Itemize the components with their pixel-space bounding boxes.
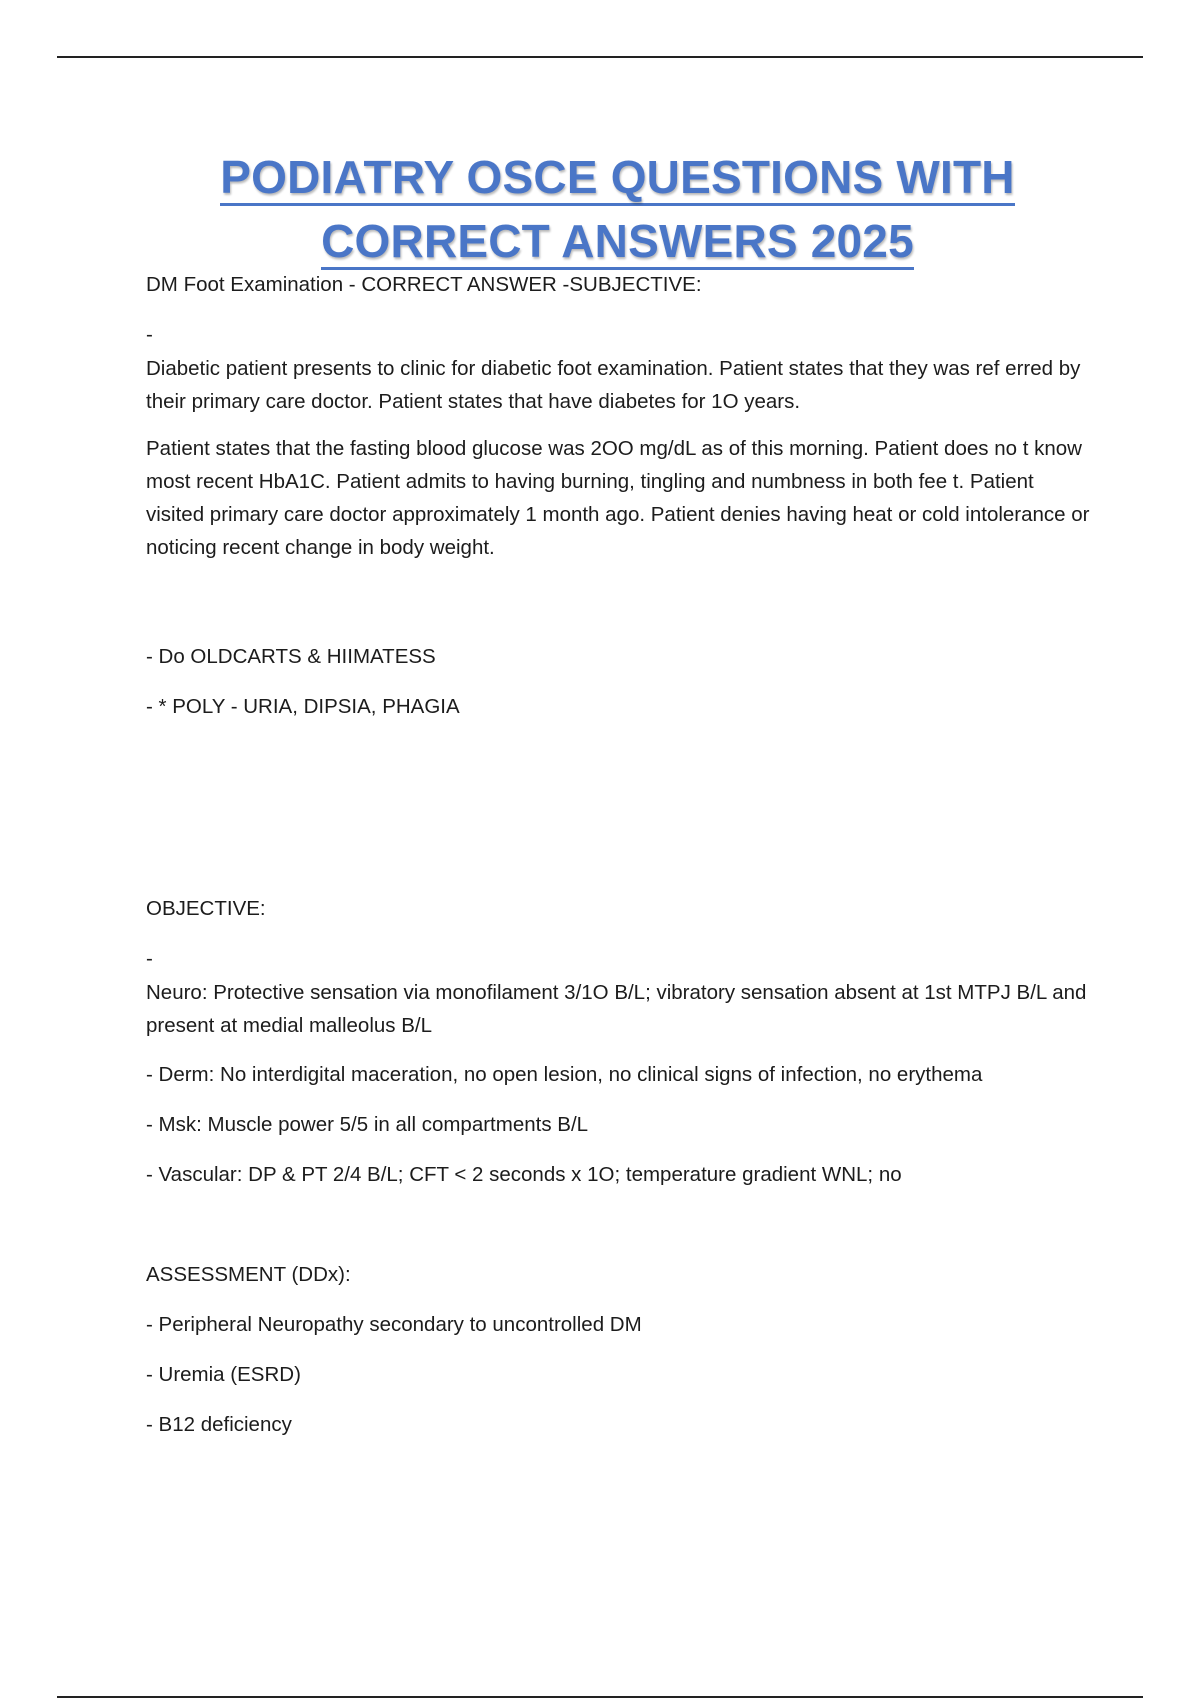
section-heading: DM Foot Examination - CORRECT ANSWER -SUBJECTIVE: <box>146 273 702 296</box>
bottom-rule <box>57 1696 1143 1698</box>
objective-neuro: Neuro: Protective sensation via monofilament 3/1O B/L; vibratory sensation absent at 1st MTPJ B/L and present at medial malleolus B/L <box>146 981 1087 1037</box>
assessment-item-neuropathy: - Peripheral Neuropathy secondary to uncontrolled DM <box>146 1313 642 1336</box>
assessment-item-b12: - B12 deficiency <box>146 1413 292 1436</box>
objective-msk: - Msk: Muscle power 5/5 in all compartments B/L <box>146 1113 589 1136</box>
assessment-item-uremia: - Uremia (ESRD) <box>146 1363 301 1386</box>
document-title <box>0 145 1200 273</box>
subjective-item-oldcarts: - Do OLDCARTS & HIIMATESS <box>146 645 436 668</box>
objective-vascular: - Vascular: DP & PT 2/4 B/L; CFT < 2 seconds x 1O; temperature gradient WNL; no <box>146 1163 902 1186</box>
assessment-heading: ASSESSMENT (DDx): <box>146 1263 351 1286</box>
objective-dash: - <box>146 947 153 970</box>
subjective-paragraph-1: Diabetic patient presents to clinic for diabetic foot examination. Patient states that they was ref erred by their primary care doctor. Patient states that have diabetes for 1O years. <box>146 357 1081 413</box>
subjective-dash: - <box>146 323 153 346</box>
objective-derm: - Derm: No interdigital maceration, no open lesion, no clinical signs of infection, no erythema <box>146 1063 983 1086</box>
subjective-paragraph-2: Patient states that the fasting blood glucose was 2OO mg/dL as of this morning. Patient does no t know most recent HbA1C. Patient admits to having burning, tingling and numbness in both fee t. Patient visited primary care doctor approximately 1 month ago. Patient denies having heat or cold intolerance or noticing recent change in body weight. <box>146 437 1090 559</box>
title-line-2: CORRECT ANSWERS 2025 <box>321 215 914 270</box>
top-rule <box>57 56 1143 58</box>
subjective-item-poly: - * POLY - URIA, DIPSIA, PHAGIA <box>146 695 460 718</box>
objective-heading: OBJECTIVE: <box>146 897 266 920</box>
title-line-1: PODIATRY OSCE QUESTIONS WITH <box>220 151 1014 206</box>
